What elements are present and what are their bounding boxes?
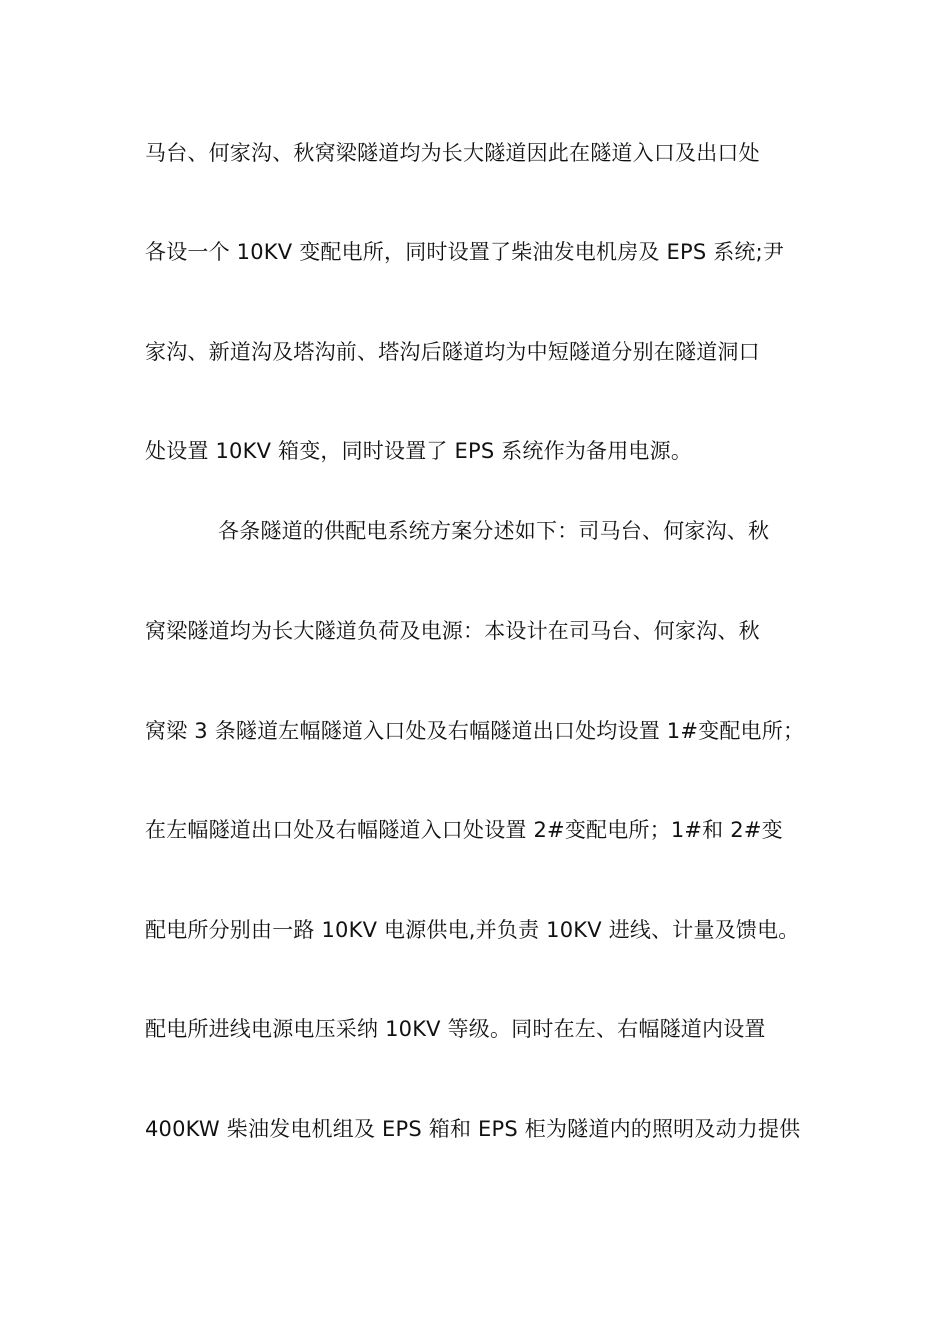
text-line-6: 窝梁隧道均为长大隧道负荷及电源：本设计在司马台、何家沟、秋 bbox=[145, 619, 760, 643]
text-line-11: 400KW 柴油发电机组及 EPS 箱和 EPS 柜为隧道内的照明及动力提供 bbox=[145, 1117, 801, 1141]
text-line-3: 家沟、新道沟及塔沟前、塔沟后隧道均为中短隧道分别在隧道洞口 bbox=[145, 340, 760, 364]
text-line-9: 配电所分别由一路 10KV 电源供电,并负责 10KV 进线、计量及馈电。 bbox=[145, 918, 800, 942]
text-line-10: 配电所进线电源电压采纳 10KV 等级。同时在左、右幅隧道内设置 bbox=[145, 1017, 766, 1041]
text-line-7: 窝梁 3 条隧道左幅隧道入口处及右幅隧道出口处均设置 1#变配电所； bbox=[145, 719, 805, 743]
text-line-8: 在左幅隧道出口处及右幅隧道入口处设置 2#变配电所；1#和 2#变 bbox=[145, 818, 783, 842]
text-line-1: 马台、何家沟、秋窝梁隧道均为长大隧道因此在隧道入口及出口处 bbox=[145, 141, 760, 165]
text-line-2: 各设一个 10KV 变配电所，同时设置了柴油发电机房及 EPS 系统;尹 bbox=[145, 240, 785, 264]
text-line-4: 处设置 10KV 箱变，同时设置了 EPS 系统作为备用电源。 bbox=[145, 439, 693, 463]
text-line-5: 各条隧道的供配电系统方案分述如下：司马台、何家沟、秋 bbox=[218, 519, 770, 543]
